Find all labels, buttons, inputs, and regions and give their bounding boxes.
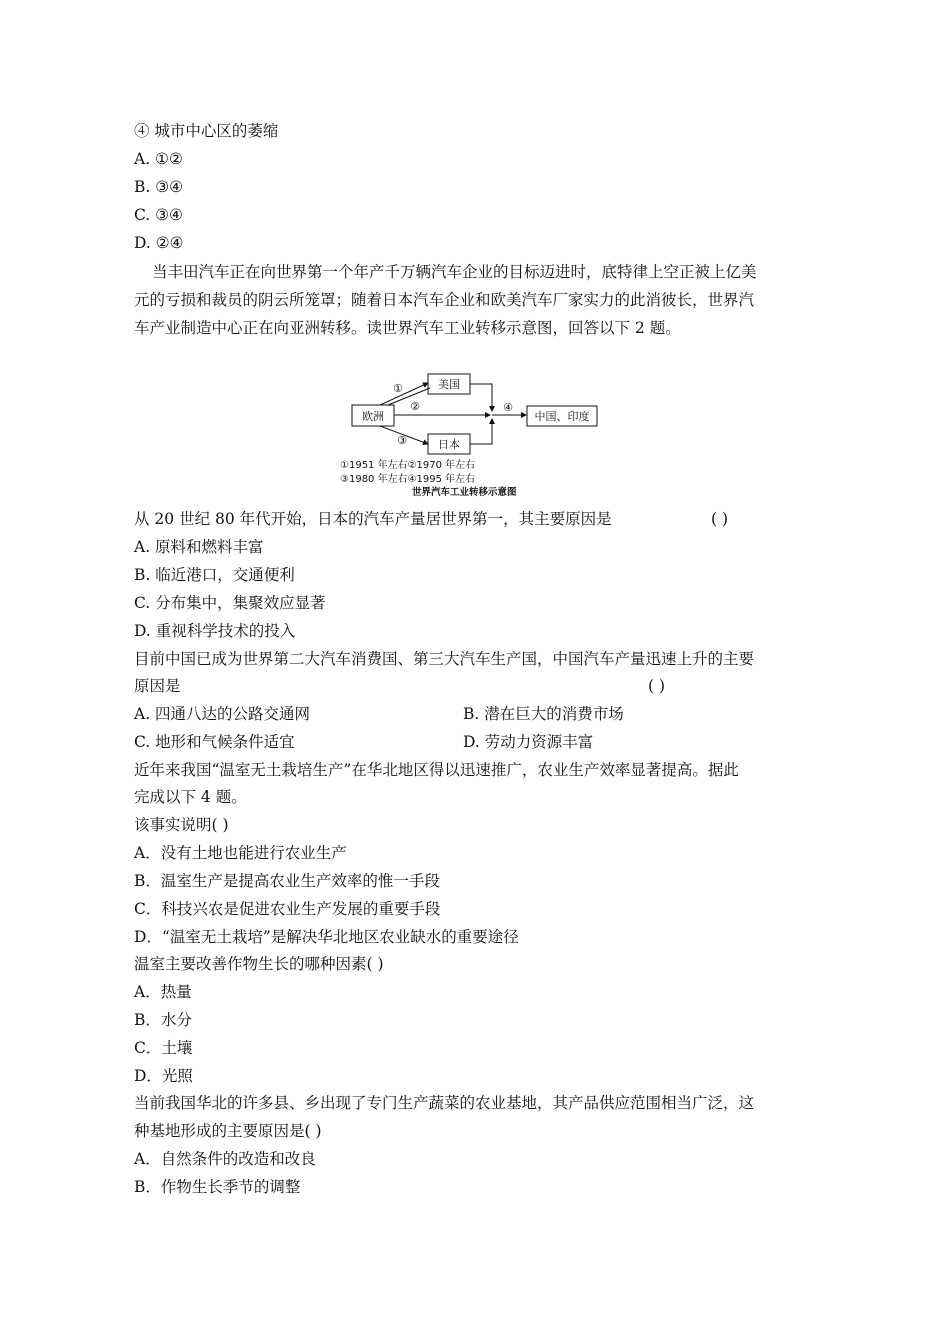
node-usa: 美国 [438,378,460,391]
passage-line: 元的亏损和裁员的阴云所笼罩；随着日本汽车企业和欧美汽车厂家实力的此消彼长，世界汽 [134,291,755,309]
arrow-label-3: ③ [397,434,407,447]
node-europe: 欧洲 [362,410,384,423]
answer-option-a: A．自然条件的改造和改良 [134,1150,316,1168]
legend-line-2: ③1980 年左右④1995 年左右 [340,474,476,485]
legend-line-1: ①1951 年左右②1970 年左右 [340,460,476,471]
question-stem: 目前中国已成为世界第二大汽车消费国、第三大汽车生产国，中国汽车产量迅速上升的主要 [134,650,755,668]
answer-option-a: A．没有土地也能进行农业生产 [134,844,347,862]
answer-option-a: A. 原料和燃料丰富 [134,538,264,556]
auto-industry-transfer-diagram [340,366,610,502]
node-target: 中国、印度 [534,410,590,423]
arrow-europe-usa [380,383,428,405]
diagram-caption: 世界汽车工业转移示意图 [412,487,517,498]
answer-option-b: B．水分 [134,1011,192,1029]
arrow-japan-merge [470,419,492,444]
answer-option-b: B. ③④ [134,178,184,196]
answer-option-b: B. 潜在巨大的消费市场 [463,705,624,723]
answer-option-d: D. 重视科学技术的投入 [134,622,296,640]
answer-option-c: C．科技兴农是促进农业生产发展的重要手段 [134,900,441,918]
answer-option-b: B．作物生长季节的调整 [134,1178,301,1196]
arrow-label-1: ① [393,382,403,395]
answer-option-a: A. 四通八达的公路交通网 [134,705,311,723]
option-item-4: ④ 城市中心区的萎缩 [134,122,279,140]
answer-option-d: D. 劳动力资源丰富 [463,733,594,751]
arrow-label-4: ④ [503,401,513,414]
answer-option-a: A．热量 [134,983,192,1001]
question-stem-cont: 原因是 [134,677,181,695]
question-stem: 当前我国华北的许多县、乡出现了专门生产蔬菜的农业基地，其产品供应范围相当广泛，这 [134,1094,755,1112]
question-stem: 该事实说明( ) [134,816,229,834]
question-stem: 温室主要改善作物生长的哪种因素( ) [134,955,384,973]
passage-line: 当丰田汽车正在向世界第一个年产千万辆汽车企业的目标迈进时，底特律上空正被上亿美 [152,263,757,281]
passage-line: 车产业制造中心正在向亚洲转移。读世界汽车工业转移示意图，回答以下 2 题。 [134,319,681,337]
answer-option-d: D．光照 [134,1067,193,1085]
answer-blank: ( ) [711,510,729,528]
arrow-usa-merge [470,384,492,411]
node-japan: 日本 [438,438,460,451]
answer-option-c: C. 地形和气候条件适宜 [134,733,295,751]
answer-option-c: C. ③④ [134,206,183,224]
answer-option-d: D. ②④ [134,234,184,252]
answer-option-c: C．土壤 [134,1039,193,1057]
passage-line: 完成以下 4 题。 [134,788,247,806]
arrow-label-2: ② [410,400,420,413]
answer-blank: ( ) [648,677,666,695]
passage-line: 近年来我国“温室无土栽培生产”在华北地区得以迅速推广，农业生产效率显著提高。据此 [134,761,739,779]
answer-option-b: B．温室生产是提高农业生产效率的惟一手段 [134,872,440,890]
question-stem: 从 20 世纪 80 年代开始，日本的汽车产量居世界第一，其主要原因是 [134,510,612,528]
question-stem-cont: 种基地形成的主要原因是( ) [134,1122,322,1140]
answer-option-c: C. 分布集中，集聚效应显著 [134,594,326,612]
answer-option-a: A. ①② [134,150,183,168]
answer-option-b: B. 临近港口，交通便利 [134,566,295,584]
answer-option-d: D．“温室无土栽培”是解决华北地区农业缺水的重要途径 [134,928,519,946]
